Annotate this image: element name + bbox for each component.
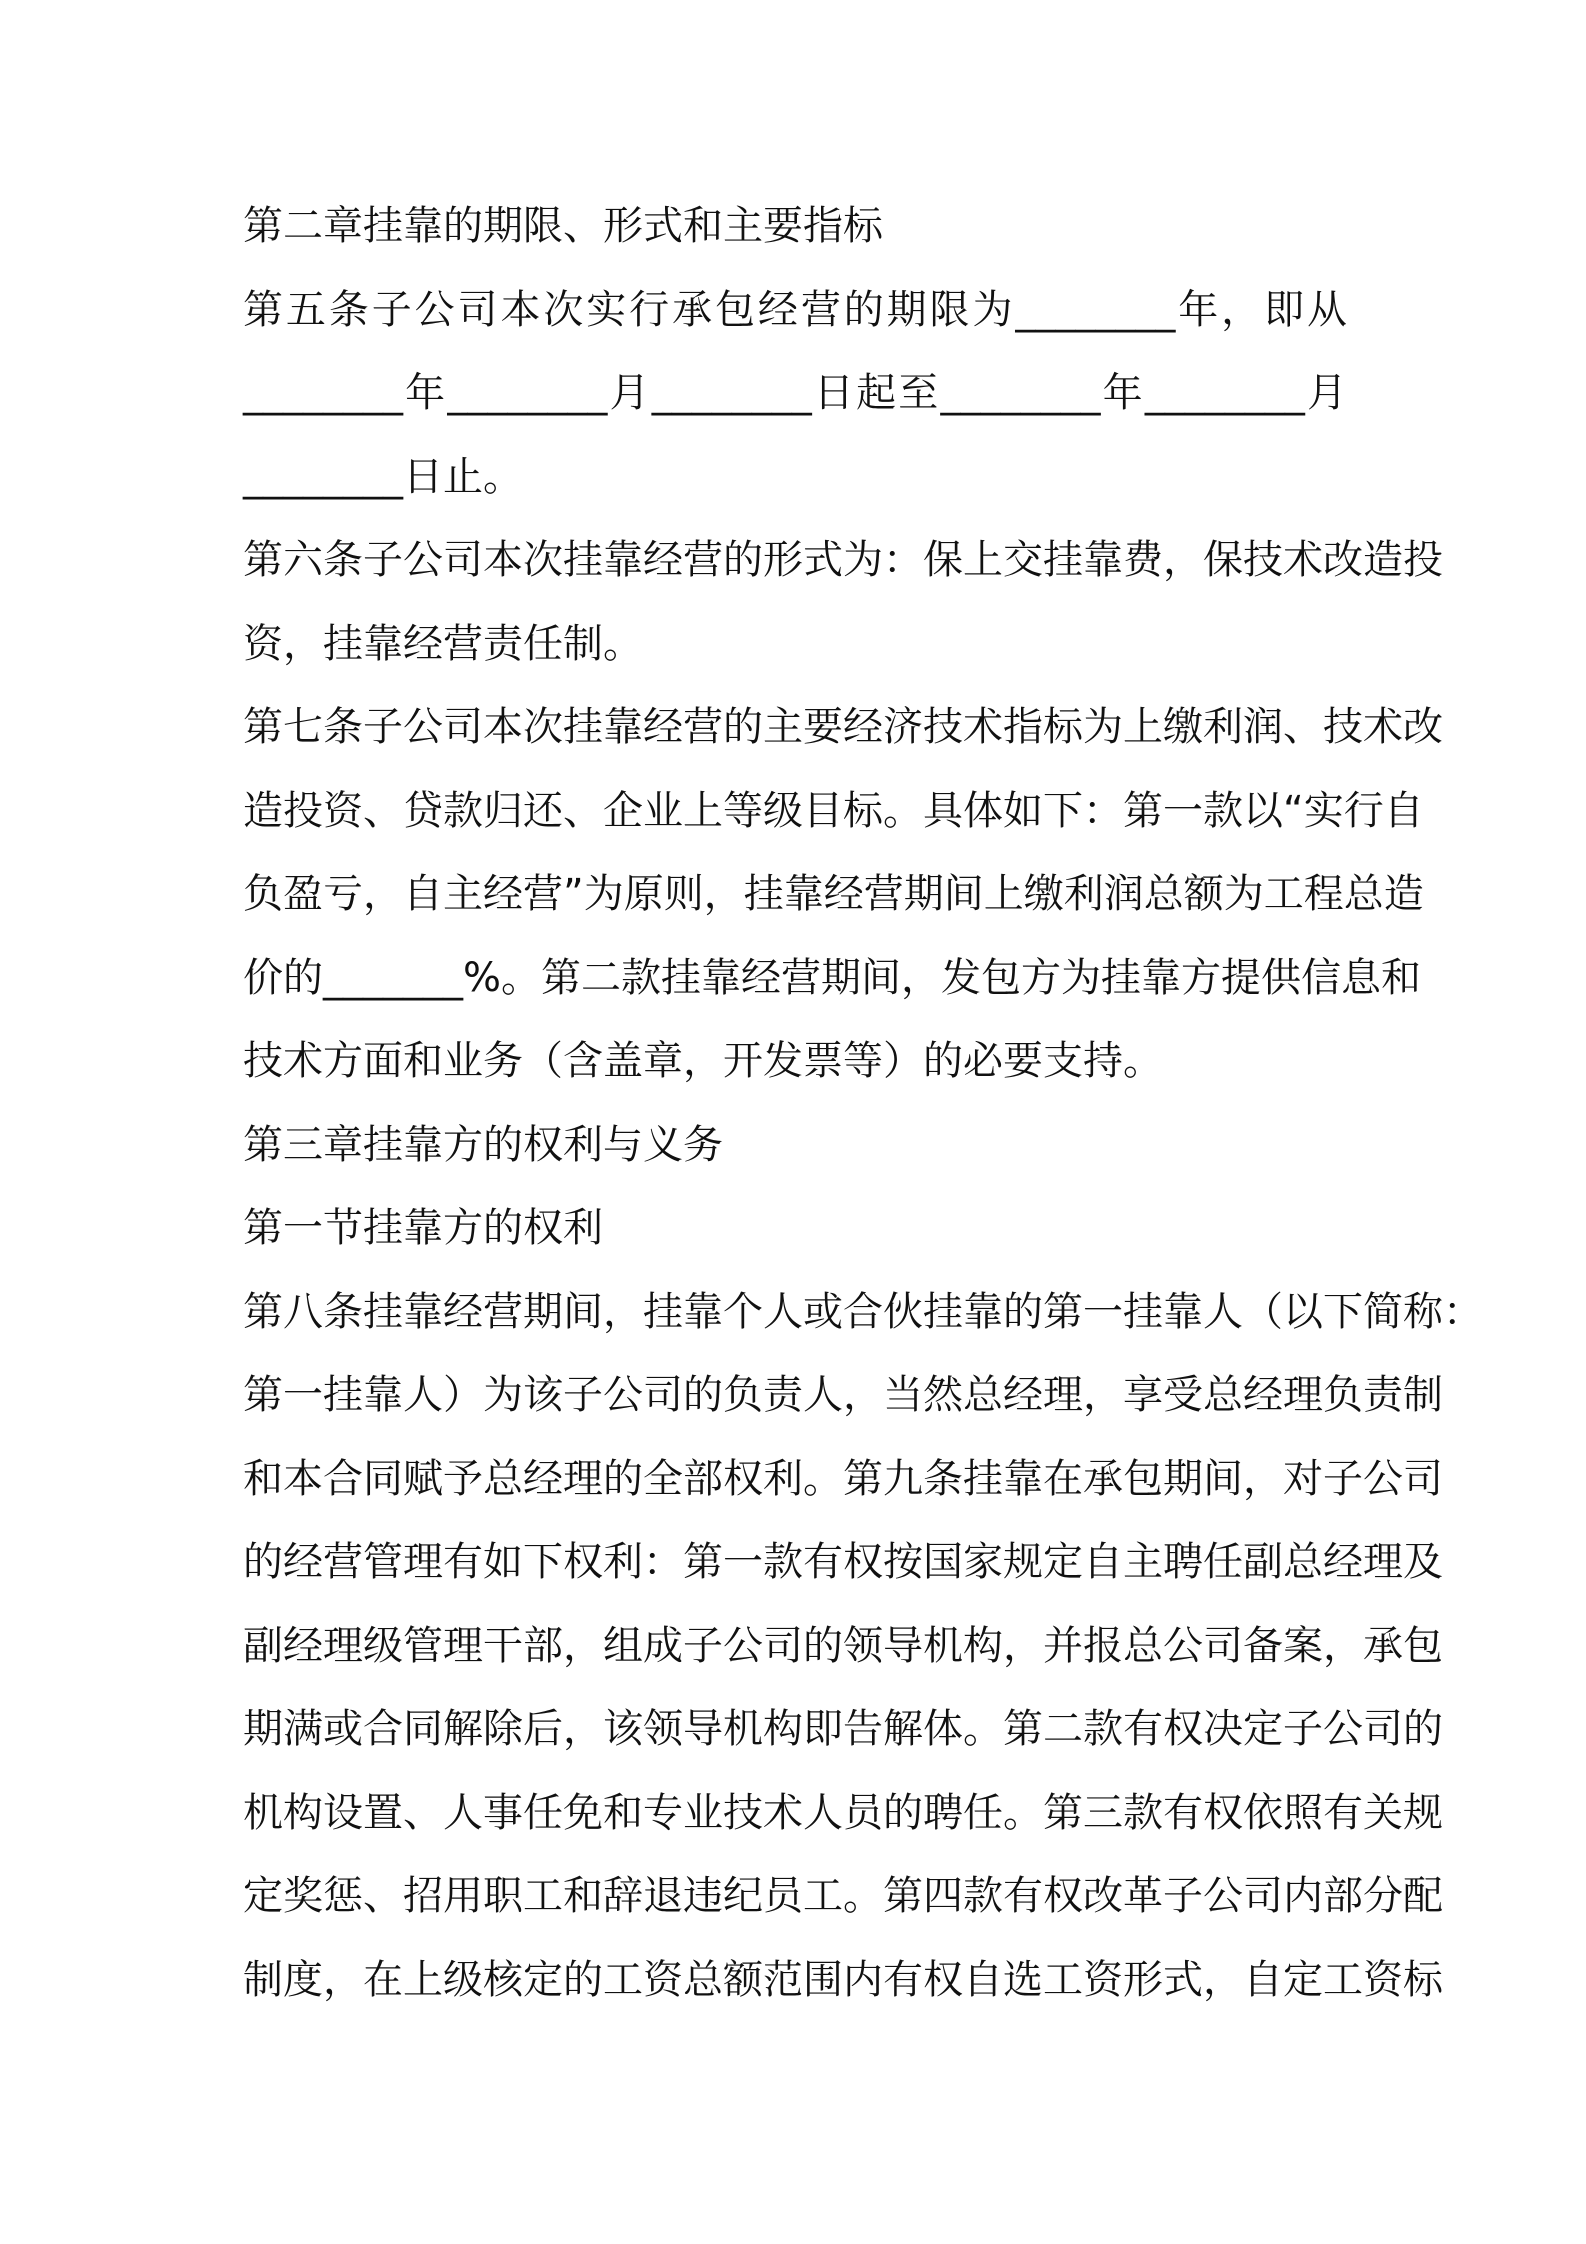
paragraph-line: 第五条子公司本次实行承包经营的期限为________年，即从 (243, 286, 1347, 333)
paragraph-line: 第六条子公司本次挂靠经营的形式为：保上交挂靠费，保技术改造投 (243, 537, 1443, 583)
paragraph-line: 机构设置、人事任免和专业技术人员的聘任。第三款有权依照有关规 (243, 1789, 1443, 1836)
paragraph-line: 制度，在上级核定的工资总额范围内有权自选工资形式，自定工资标 (243, 1956, 1443, 2003)
paragraph-line: 第八条挂靠经营期间，挂靠个人或合伙挂靠的第一挂靠人（以下简称： (243, 1288, 1483, 1335)
chapter-heading: 第三章挂靠方的权利与义务 (243, 1121, 723, 1168)
paragraph-line: 负盈亏，自主经营”为原则，挂靠经营期间上缴利润总额为工程总造 (243, 871, 1424, 917)
document-page (243, 196, 1483, 2033)
paragraph-line: ________年________月________日起至________年________月 (243, 370, 1347, 416)
paragraph-line: 造投资、贷款归还、企业上等级目标。具体如下：第一款以“实行自 (243, 787, 1424, 834)
paragraph-line: 资，挂靠经营责任制。 (243, 620, 643, 667)
paragraph-line: 期满或合同解除后，该领导机构即告解体。第二款有权决定子公司的 (243, 1706, 1443, 1752)
paragraph-line: 副经理级管理干部，组成子公司的领导机构，并报总公司备案，承包 (243, 1622, 1443, 1669)
paragraph-line: 和本合同赋予总经理的全部权利。第九条挂靠在承包期间，对子公司 (243, 1455, 1443, 1502)
paragraph-line: 定奖惩、招用职工和辞退违纪员工。第四款有权改革子公司内部分配 (243, 1873, 1443, 1919)
section-heading: 第一节挂靠方的权利 (243, 1205, 603, 1251)
paragraph-line: 价的_______%。第二款挂靠经营期间，发包方为挂靠方提供信息和 (243, 954, 1422, 1001)
chapter-heading: 第二章挂靠的期限、形式和主要指标 (243, 203, 883, 249)
paragraph-line: 技术方面和业务（含盖章，开发票等）的必要支持。 (243, 1038, 1163, 1084)
paragraph-line: 第一挂靠人）为该子公司的负责人，当然总经理，享受总经理负责制 (243, 1372, 1443, 1418)
paragraph-line: ________日止。 (243, 453, 523, 500)
paragraph-line: 第七条子公司本次挂靠经营的主要经济技术指标为上缴利润、技术改 (243, 704, 1443, 750)
paragraph-line: 的经营管理有如下权利：第一款有权按国家规定自主聘任副总经理及 (243, 1539, 1443, 1585)
